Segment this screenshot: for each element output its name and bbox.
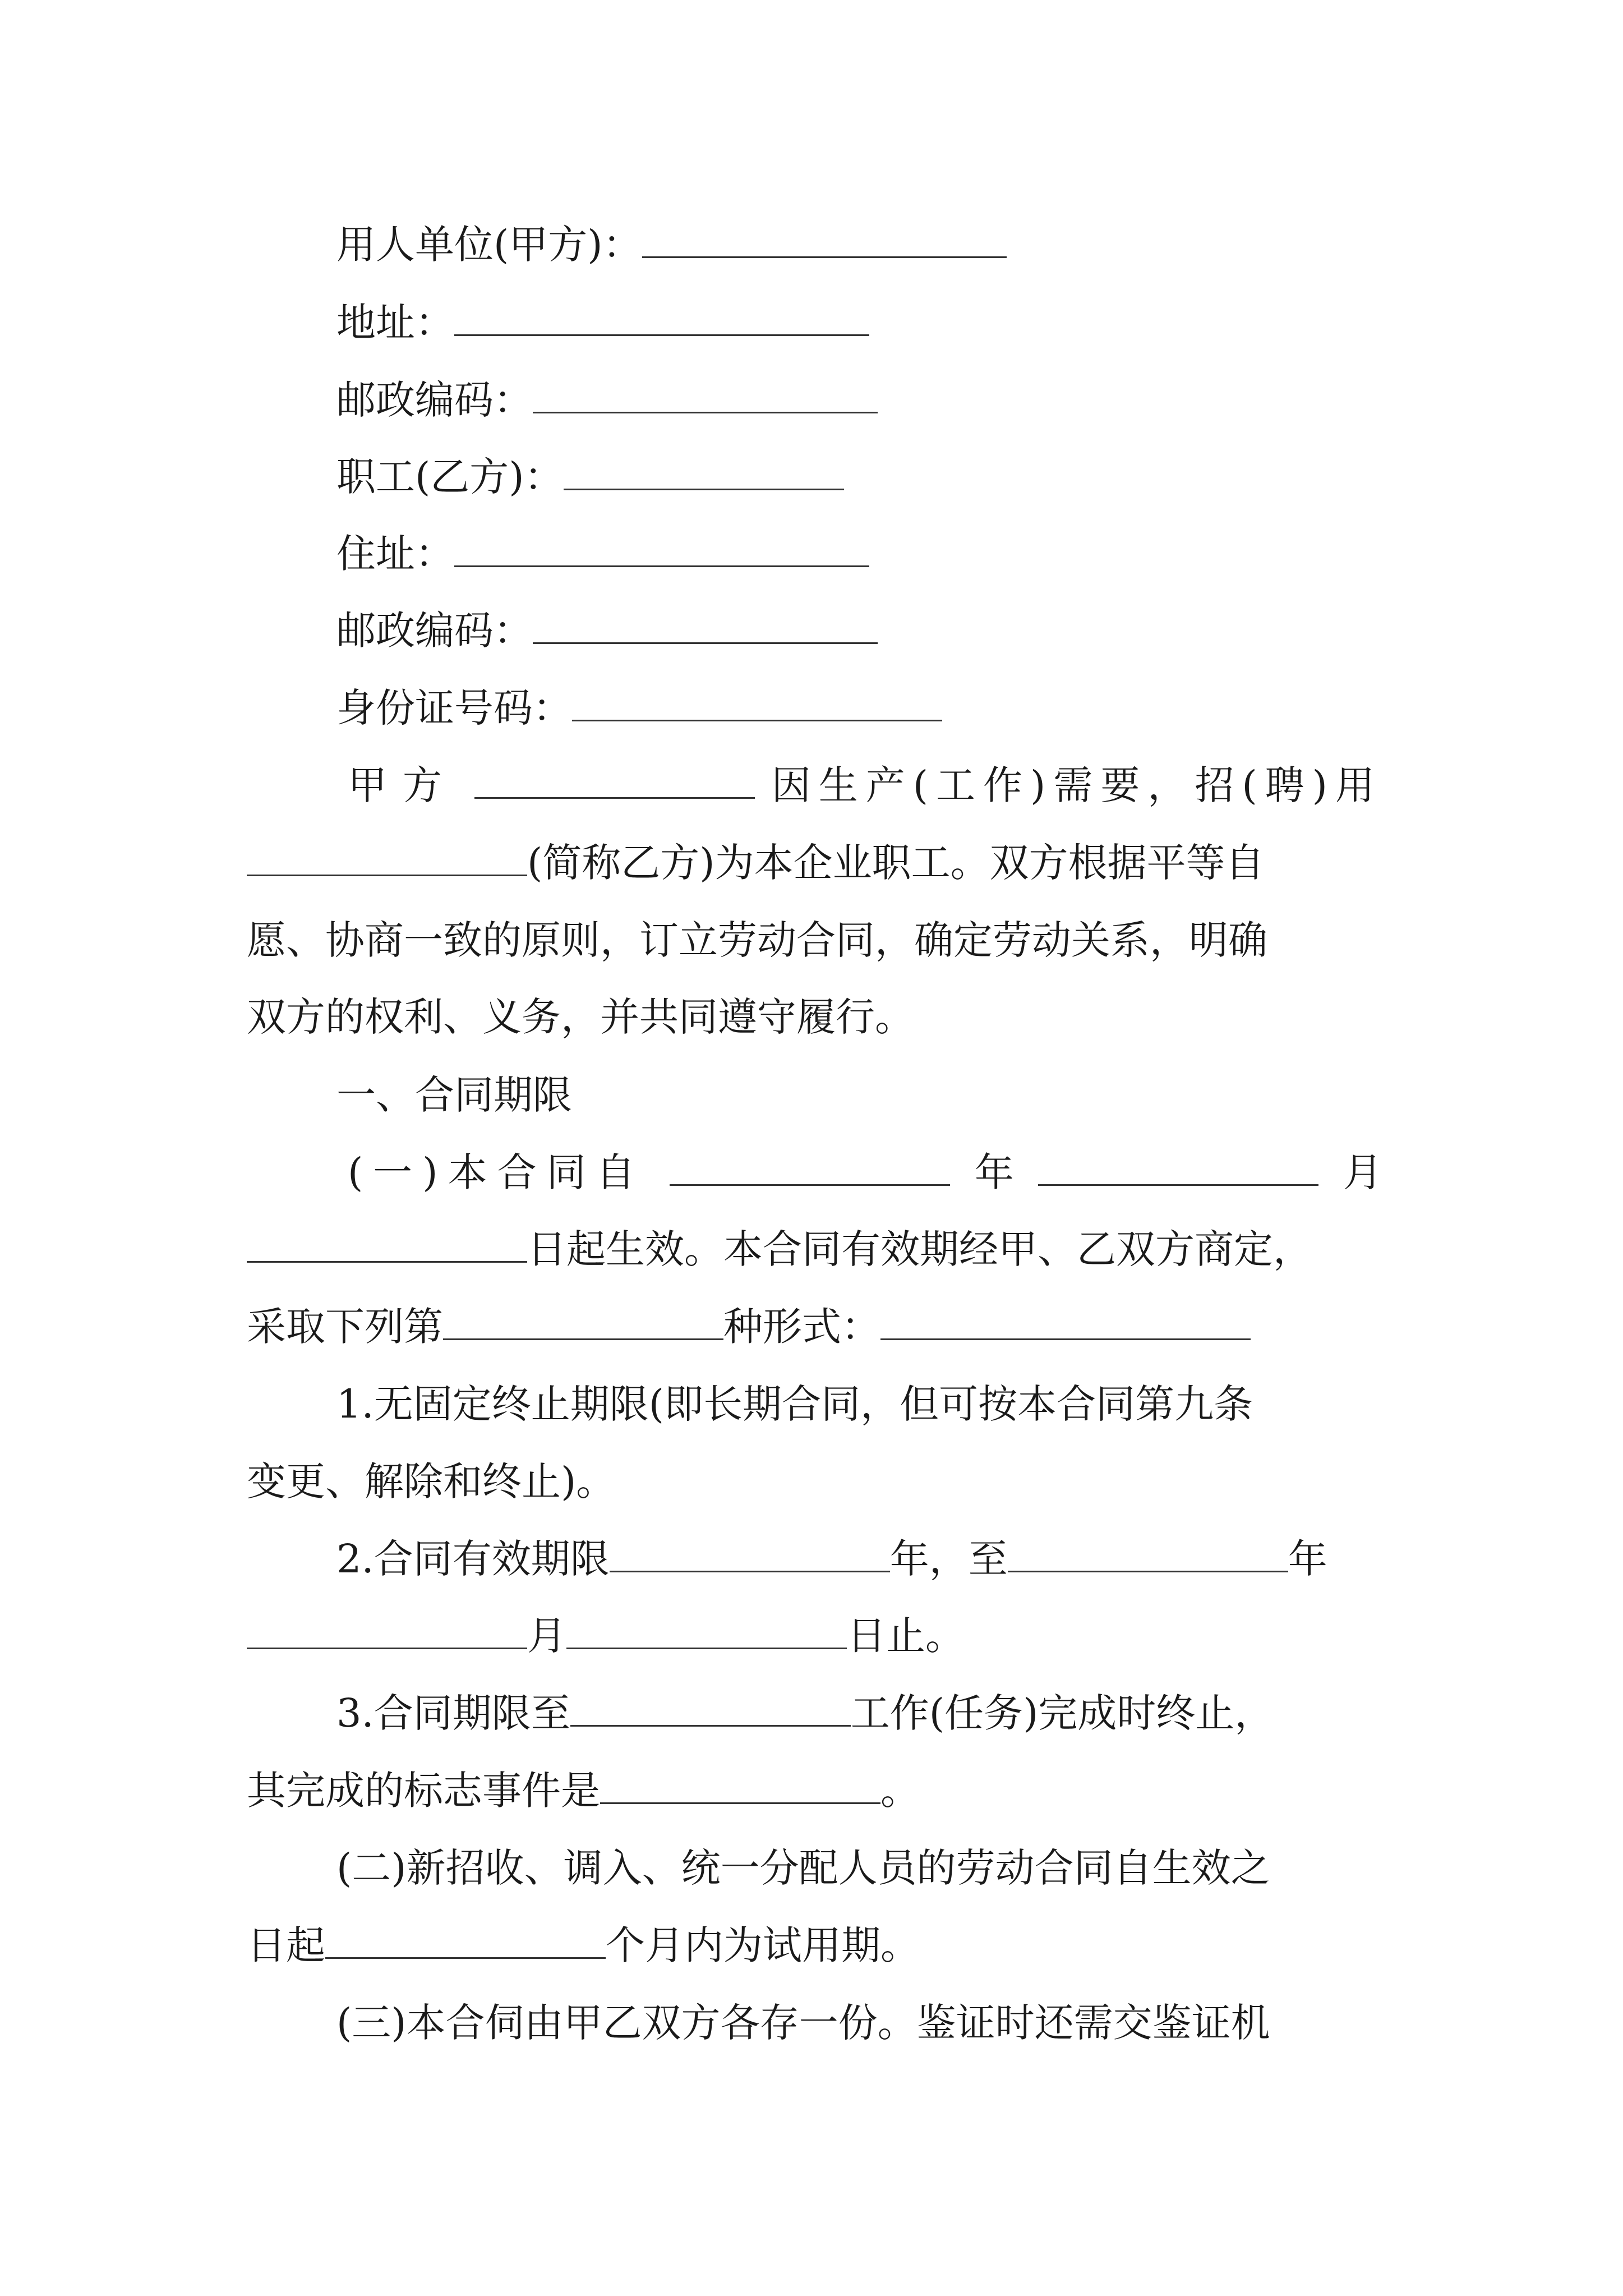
address-label: 地址： xyxy=(336,300,454,346)
item-one-line-3 xyxy=(247,1299,1251,1355)
postcode-field-2 xyxy=(336,602,878,659)
option-two-month-label: 月 xyxy=(527,1613,566,1659)
option-three-line-2 xyxy=(247,1763,920,1819)
id-number-label: 身份证号码： xyxy=(336,685,572,731)
item-three-text-1: (三)本合伺由甲乙双方各存一份。鉴证时还需交鉴证机 xyxy=(336,2000,1270,2046)
option-three-event-blank[interactable] xyxy=(600,1765,880,1804)
option-one-line-2 xyxy=(247,1453,615,1510)
section-one-heading xyxy=(336,1067,572,1123)
employer-label: 用人单位(甲方)： xyxy=(336,222,642,268)
postcode-blank-2[interactable] xyxy=(533,605,878,644)
item-one-start-text: (一)本合同自 xyxy=(348,1149,645,1195)
item-two-text-3: 个月内为试用期。 xyxy=(606,1922,920,1968)
item-one-month-label: 月 xyxy=(1343,1149,1382,1195)
option-two-text-2: 年，至 xyxy=(889,1536,1008,1582)
item-one-line-2 xyxy=(247,1221,1312,1277)
item-one-day-blank[interactable] xyxy=(247,1224,527,1263)
option-three-work-blank[interactable] xyxy=(570,1688,851,1727)
option-three-text-4: 。 xyxy=(880,1768,920,1814)
postcode-label-2: 邮政编码： xyxy=(336,608,533,654)
option-one-text-1: 1.无固定终止期限(即长期合同，但可按本合同第九条 xyxy=(336,1381,1253,1427)
section-one-heading-text: 一、合同期限 xyxy=(336,1072,572,1118)
address-blank[interactable] xyxy=(454,297,869,336)
intro-line-1 xyxy=(348,757,1382,813)
address-field xyxy=(336,295,869,351)
intro-line-3-text: 愿、协商一致的原则，订立劳动合同，确定劳动关系，明确 xyxy=(247,917,1267,963)
option-two-end-day-blank[interactable] xyxy=(566,1611,847,1649)
item-two-line-2 xyxy=(247,1917,920,1973)
id-number-blank[interactable] xyxy=(572,683,942,721)
item-two-text-1: (二)新招收、调入、统一分配人员的劳动合同自生效之 xyxy=(336,1845,1270,1891)
option-two-end-year-blank[interactable] xyxy=(1008,1534,1288,1572)
item-one-year-blank[interactable] xyxy=(670,1147,950,1186)
item-two-line-1 xyxy=(336,1840,1270,1896)
residence-field xyxy=(336,526,869,582)
item-one-line-1 xyxy=(348,1144,1382,1200)
intro-line-4 xyxy=(247,989,914,1045)
option-two-text-3: 年 xyxy=(1288,1536,1327,1582)
option-three-text-3: 其完成的标志事件是 xyxy=(247,1768,600,1814)
postcode-blank-1[interactable] xyxy=(533,375,878,413)
employee-field xyxy=(336,449,844,505)
intro-party-a-label: 甲方 xyxy=(348,762,458,808)
residence-blank[interactable] xyxy=(454,528,869,567)
employer-field xyxy=(336,217,1007,273)
item-three-line-1 xyxy=(336,1995,1270,2051)
item-one-form-blank[interactable] xyxy=(880,1301,1251,1340)
residence-label: 住址： xyxy=(336,531,454,577)
intro-line-4-text: 双方的权利、义务，并共同遵守履行。 xyxy=(247,994,914,1040)
id-number-field xyxy=(336,680,942,736)
intro-need-text: 因生产(工作)需要，招(聘)用 xyxy=(771,762,1382,808)
item-one-month-blank[interactable] xyxy=(1038,1147,1318,1186)
item-one-form-number-blank[interactable] xyxy=(443,1301,723,1340)
option-two-years-blank[interactable] xyxy=(610,1534,890,1572)
option-two-text-1: 2.合同有效期限 xyxy=(336,1536,610,1582)
option-one-line-1 xyxy=(336,1376,1253,1432)
item-one-adopt-text: 采取下列第 xyxy=(247,1304,443,1350)
intro-party-a-blank[interactable] xyxy=(474,760,755,799)
intro-employee-blank[interactable] xyxy=(247,838,527,876)
intro-line-2 xyxy=(247,835,1265,891)
option-two-day-label: 日止。 xyxy=(847,1613,965,1659)
item-two-months-blank[interactable] xyxy=(325,1920,606,1959)
intro-line-3 xyxy=(247,912,1267,968)
postcode-field-1 xyxy=(336,372,878,428)
option-three-text-2: 工作(任务)完成时终止， xyxy=(850,1690,1274,1736)
option-two-line-2 xyxy=(247,1608,965,1664)
intro-line-2-text: (简称乙方)为本企业职工。双方根据平等自 xyxy=(527,840,1265,886)
item-one-year-label: 年 xyxy=(974,1149,1014,1195)
option-one-text-2: 变更、解除和终止)。 xyxy=(247,1458,616,1504)
item-one-form-label: 种形式： xyxy=(723,1304,880,1350)
item-one-effective-text: 日起生效。本合同有效期经甲、乙双方商定， xyxy=(527,1226,1312,1272)
option-three-line-1 xyxy=(336,1685,1274,1741)
option-two-line-1 xyxy=(336,1531,1327,1587)
item-two-text-2: 日起 xyxy=(247,1922,325,1968)
option-two-end-month-prefix-blank[interactable] xyxy=(247,1611,527,1649)
employee-label: 职工(乙方)： xyxy=(336,454,564,500)
option-three-text-1: 3.合同期限至 xyxy=(336,1690,570,1736)
employer-blank[interactable] xyxy=(642,219,1007,258)
postcode-label-1: 邮政编码： xyxy=(336,377,533,423)
employee-blank[interactable] xyxy=(564,452,844,490)
